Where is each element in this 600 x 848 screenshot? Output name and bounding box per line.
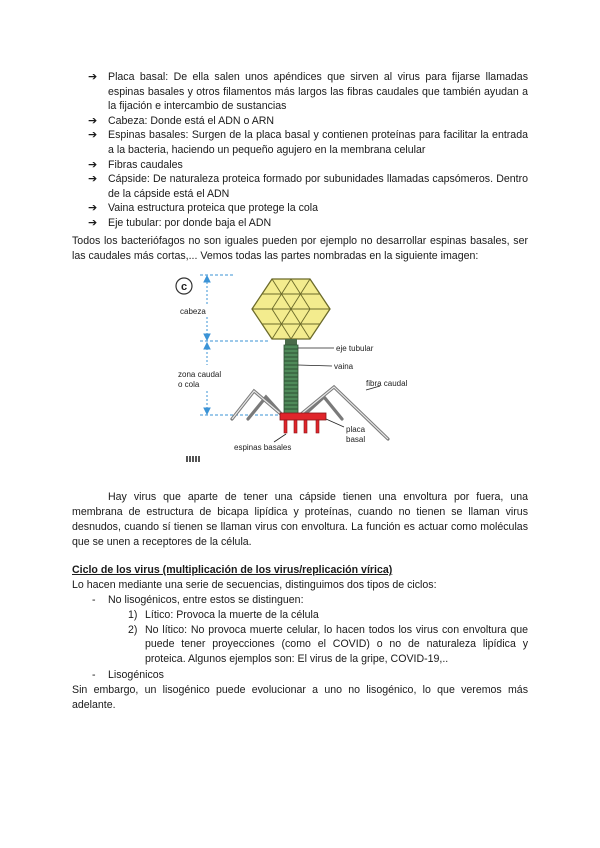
bullet-capside — [88, 172, 528, 201]
arrow-bullet-icon: ➔ — [88, 71, 98, 83]
label-eje-tubular: eje tubular — [336, 344, 374, 353]
arrow-bullet-icon: ➔ — [88, 173, 98, 186]
arrow-bullet-icon: ➔ — [88, 216, 98, 229]
label-placa: placa — [346, 425, 366, 434]
arrow-bullet-icon: ➔ — [88, 129, 98, 142]
paragraph-envoltura: Hay virus que aparte de tener una cápside tienen una envoltura por fuera, una membrana de estructura de bicapa lipídica y proteínas, cuando no tienen se llaman virus desnudos, cuando sí tienen se llaman virus con envoltura. La función es actuar como moléculas que se unen a receptores de la célula. — [72, 491, 528, 548]
label-vaina: vaina — [334, 362, 354, 371]
dash-text: No lisogénicos, entre estos se distinguen: — [108, 594, 304, 606]
bullet-text: Espinas basales: Surgen de la placa basal y contienen proteínas para facilitar la entrada a la bacteria, haciendo un pequeño agujero en la membrana celular — [108, 129, 528, 156]
base-plate — [280, 413, 326, 420]
dash-marker: - — [92, 594, 96, 606]
label-fibra-caudal: fibra caudal — [366, 379, 408, 388]
bullet-text: Cabeza: Donde está el ADN o ARN — [108, 114, 275, 127]
item-text: No lítico: No provoca muerte celular, lo hacen todos los virus con envoltura que puede tener proyecciones (como el COVID) o no de naturaleza lipídica y proteica. Algunos ejemplos son: El virus de la gripe, COVID-19,.. — [145, 623, 528, 665]
intro-line: Lo hacen mediante una serie de secuencias, distinguimos dos tipos de ciclos: — [72, 579, 437, 591]
label-espinas-basales: espinas basales — [234, 443, 292, 452]
bullet-text: Fibras caudales — [108, 158, 183, 171]
bullet-fibras-caudales — [88, 158, 528, 173]
bullet-espinas-basales — [88, 128, 528, 157]
arrow-bullet-icon: ➔ — [88, 202, 98, 215]
label-cabeza: cabeza — [180, 307, 206, 316]
bullet-cabeza — [88, 114, 528, 129]
label-basal: basal — [346, 435, 366, 444]
bullet-text: Placa basal: De ella salen unos apéndices que sirven al virus para fijarse llamadas espinas basales y otros filamentos más largos las fibras caudales que también ayudan a la fijación e intercambio de sustancias — [108, 71, 528, 113]
arrow-bullet-icon: ➔ — [88, 114, 98, 127]
bullet-text: Eje tubular: por donde baja el ADN — [108, 216, 272, 229]
arrow-bullet-list — [88, 70, 528, 231]
dash-marker: - — [92, 669, 96, 681]
bullet-text: Vaina estructura proteica que protege la cola — [108, 202, 319, 215]
bullet-vaina — [88, 201, 528, 216]
bullet-text: Cápside: De naturaleza proteica formado por subunidades llamadas capsómeros. Dentro de la cápside está el ADN — [108, 173, 528, 200]
paragraph-bacteriofagos: Todos los bacteriófagos no son iguales pueden por ejemplo no desarrollar espinas basales, ser las caudales más cortas,... Vemos todas las partes nombradas en la siguiente imagen: — [72, 235, 528, 262]
dash-item-no-lisogenicos — [92, 593, 304, 608]
numbered-list — [128, 608, 528, 666]
numbered-item-litico — [128, 608, 528, 623]
tail-collar — [285, 339, 297, 345]
panel-letter: c — [180, 281, 188, 293]
bullet-placa-basal — [88, 70, 528, 114]
tail-sheath — [284, 345, 298, 415]
item-number: 2) — [128, 623, 138, 636]
dash-text: Lisogénicos — [108, 669, 164, 681]
numbered-item-no-litico — [128, 623, 528, 667]
section-heading-ciclo: Ciclo de los virus (multiplicación de los virus/replicación vírica) — [72, 564, 393, 576]
bullet-eje-tubular — [88, 216, 528, 231]
item-number: 1) — [128, 609, 138, 621]
bacteriophage-diagram — [174, 269, 424, 469]
label-zona-caudal: zona caudal — [178, 370, 222, 379]
arrow-bullet-icon: ➔ — [88, 158, 98, 171]
paragraph-evolucion: Sin embargo, un lisogénico puede evolucionar a uno no lisogénico, lo que veremos más adelante. — [72, 684, 528, 711]
bacteriophage-svg — [174, 269, 424, 469]
item-text: Lítico: Provoca la muerte de la célula — [145, 609, 319, 621]
dash-item-lisogenicos — [92, 668, 164, 683]
label-o-cola: o cola — [178, 380, 200, 389]
